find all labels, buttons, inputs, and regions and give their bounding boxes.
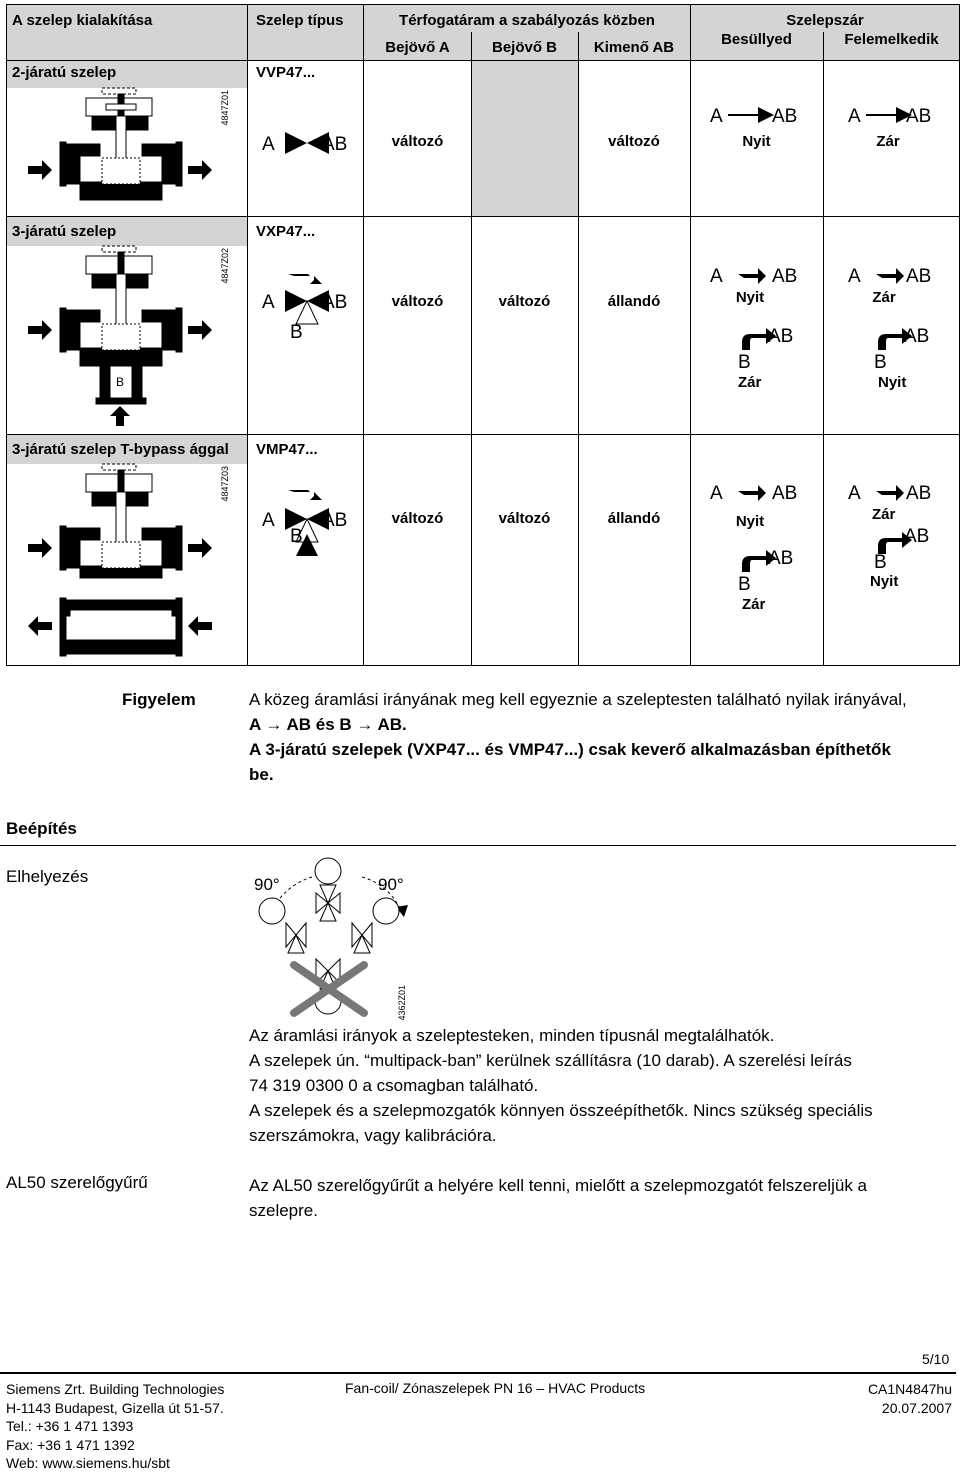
install-fig-code: 4362Z01 [397,985,407,1021]
header-stem-raised: Felemelkedik [844,31,939,48]
row1-raised-from: A [848,106,861,127]
row2-fig-code: 4847Z02 [220,248,230,284]
row1-valve-drawing [20,86,220,212]
row2-inlet-b-arrow [110,406,130,426]
ring-text [249,1173,949,1223]
footer-company-name: Siemens Zrt. Building Technologies [6,1381,225,1397]
angle-left-label: 90° [254,875,280,894]
header-col-flow: Térfogatáram a szabályozás közben [399,12,655,29]
ring-label: AL50 szerelőgyűrű [6,1173,148,1192]
row1-valve-symbol [260,128,355,158]
row3-raised-path-a [848,479,948,505]
valve-upright-icon [315,858,341,921]
row3-name: 3-járatú szelep T-bypass ággal [12,441,229,458]
row3-flow-a: változó [391,510,444,527]
row3-drawing-port-a: A [69,545,78,559]
header-flow-out-ab: Kimenő AB [593,39,675,56]
header-col-stem: Szelepszár [786,12,864,29]
footer-title: Fan-coil/ Zónaszelepek PN 16 – HVAC Products [345,1380,646,1396]
arrow-right-icon: → [265,715,283,734]
row3-valve-drawing [20,462,220,662]
notice-label: Figyelem [122,690,196,709]
row1-flow-ab: változó [608,133,660,150]
footer-doc-id: CA1N4847hu [867,1381,952,1397]
row2-raised-a-state: Zár [872,289,896,306]
row3-outlet-arrow [188,538,212,558]
row2-name: 3-járatú szelep [12,223,117,240]
notice-line2 [249,715,407,735]
mounting-orientation-figure [250,855,420,1025]
row3-sunk-path-a [710,479,810,505]
row2-sunk-a-state: Nyit [735,289,765,306]
row1-inlet-arrow [28,160,52,180]
install-divider [0,845,956,846]
row3-drawing-port-ab: AB [165,545,182,559]
row1-sunk-from: A [710,106,723,127]
row3-symbol-ab: AB [322,510,348,531]
arrow-right-icon: → [356,715,374,734]
install-heading: Beépítés [6,819,77,838]
row2-symbol-a: A [262,292,275,313]
row1-flow-a: változó [391,133,444,150]
row3-symbol-a: A [262,510,275,531]
install-text-line2: A szelepek ún. “multipack-ban” kerülnek szállításra (10 darab). A szerelési leírás [249,1051,852,1070]
header-flow-in-b: Bejövő B [491,39,557,56]
row2-sunk-path-b [736,322,816,372]
row1-raised-path [848,102,948,128]
row3-type: VMP47... [256,441,318,458]
row3-raised-path-b [872,526,952,572]
install-text-line1: Az áramlási irányok a szeleptesteken, minden típusnál megtalálhatók. [249,1026,775,1045]
header-col-type: Szelep típus [256,12,344,29]
row3-drawing-port-b: B [118,597,127,611]
row1-sunk-path [710,102,810,128]
row3-raised-b-from: B [874,552,887,572]
install-text-line4: A szelepek és a szelepmozgatók könnyen összeépíthetők. Nincs szükség speciális [249,1101,873,1120]
row3-sunk-a-to: AB [772,483,798,504]
row2-drawing-port-b: B [116,375,125,389]
row2-flow-b: változó [498,293,551,310]
notice-line4: be. [249,765,274,784]
notice-line2-c: AB. [377,715,407,734]
footer-phone: Tel.: +36 1 471 1393 [6,1418,134,1434]
row2-raised-b-from: B [874,352,887,372]
row1-sunk-to: AB [772,106,798,127]
footer-company [6,1380,224,1473]
row2-raised-a-from: A [848,266,861,287]
row2-raised-a-to: AB [906,266,932,287]
row1-symbol-a: A [262,134,275,155]
placement-label: Elhelyezés [6,867,89,886]
footer-fax: Fax: +36 1 471 1392 [6,1436,135,1453]
footer-divider [0,1372,956,1374]
valve-table [0,0,960,666]
row1-drawing-port-a: A [69,167,78,181]
notice-line2-a: A [249,715,261,734]
notice-line2-b: AB és B [286,715,352,734]
row3-raised-b-to: AB [904,526,930,547]
install-text-line3: 74 319 0300 0 a csomagban található. [249,1076,539,1095]
install-text-line5: szerszámokra, vagy kalibrációra. [249,1126,497,1145]
row2-flow-ab: állandó [607,293,661,310]
row3-sunk-b-state: Zár [742,596,766,613]
row2-sunk-path-a [710,262,810,288]
ring-text-line2: szelepre. [249,1201,318,1220]
footer-address: H-1143 Budapest, Gizella út 51-57. [6,1399,224,1416]
header-col-design: A szelep kialakítása [12,12,153,29]
row3-bypass-arrow [188,616,212,636]
row2-symbol-ab: AB [322,292,348,313]
row3-fig-code: 4847Z03 [220,466,230,502]
valve-tilt-left-icon [259,898,306,953]
notice-line3: A 3-járatú szelepek (VXP47... és VMP47...) csak keverő alkalmazásban építhetők [249,740,891,759]
row1-symbol-ab: AB [322,134,348,155]
row2-raised-b-to: AB [904,326,930,347]
header-flow-in-a: Bejövő A [385,39,450,56]
row2-drawing-port-a: A [69,327,78,341]
row1-name: 2-járatú szelep [12,64,117,81]
row2-drawing-port-ab: AB [165,327,182,341]
row2-raised-path-a [848,262,948,288]
footer-doc-info [800,1380,952,1417]
install-text [249,1023,949,1148]
row1-outlet-arrow [188,160,212,180]
row3-sunk-b-from: B [738,574,751,594]
footer-date: 20.07.2007 [881,1399,952,1416]
row3-symbol-b: B [290,526,303,547]
row2-sunk-a-from: A [710,266,723,287]
row3-inlet-b-arrow [28,616,52,636]
row2-sunk-b-from: B [738,352,751,372]
row3-valve-symbol [260,484,355,562]
row3-flow-ab: állandó [607,510,661,527]
row1-raised-to: AB [906,106,932,127]
row3-flow-b: változó [498,510,551,527]
row2-outlet-arrow [188,320,212,340]
row2-sunk-b-state: Zár [738,374,762,391]
notice-line1: A közeg áramlási irányának meg kell egyeznie a szeleptesten található nyilak irányával, [249,690,907,709]
row2-inlet-a-arrow [28,320,52,340]
header-stem-sunk: Besüllyed [721,31,792,48]
row3-sunk-a-state: Nyit [735,513,765,530]
row3-sunk-a-from: A [710,483,723,504]
row3-sunk-b-to: AB [768,548,794,569]
angle-right-label: 90° [378,875,404,894]
row2-valve-drawing [20,244,220,430]
row1-fig-code: 4847Z01 [220,90,230,126]
row3-sunk-path-b [736,544,816,594]
row2-flow-a: változó [391,293,444,310]
row1-sunk-state: Nyit [742,133,771,150]
row3-raised-a-to: AB [906,483,932,504]
footer-web: Web: www.siemens.hu/sbt [6,1455,170,1471]
valve-tilt-right-icon [352,898,399,953]
row2-type: VXP47... [256,223,316,240]
row2-symbol-b: B [290,322,303,343]
row2-valve-symbol [260,266,355,344]
row3-raised-a-state: Zár [872,506,896,523]
row3-raised-b-state: Nyit [870,573,899,590]
row3-raised-a-from: A [848,483,861,504]
row1-drawing-port-ab: AB [165,167,182,181]
row2-sunk-b-to: AB [768,326,794,347]
row3-inlet-a-arrow [28,538,52,558]
row1-raised-state: Zár [876,133,900,150]
page-number: 5/10 [922,1351,950,1367]
row1-type: VVP47... [256,64,316,81]
row2-sunk-a-to: AB [772,266,798,287]
row2-raised-path-b [872,322,952,372]
ring-text-line1: Az AL50 szerelőgyűrűt a helyére kell tenni, mielőtt a szelepmozgatót felszereljük a [249,1176,867,1195]
row2-raised-b-state: Nyit [878,374,907,391]
